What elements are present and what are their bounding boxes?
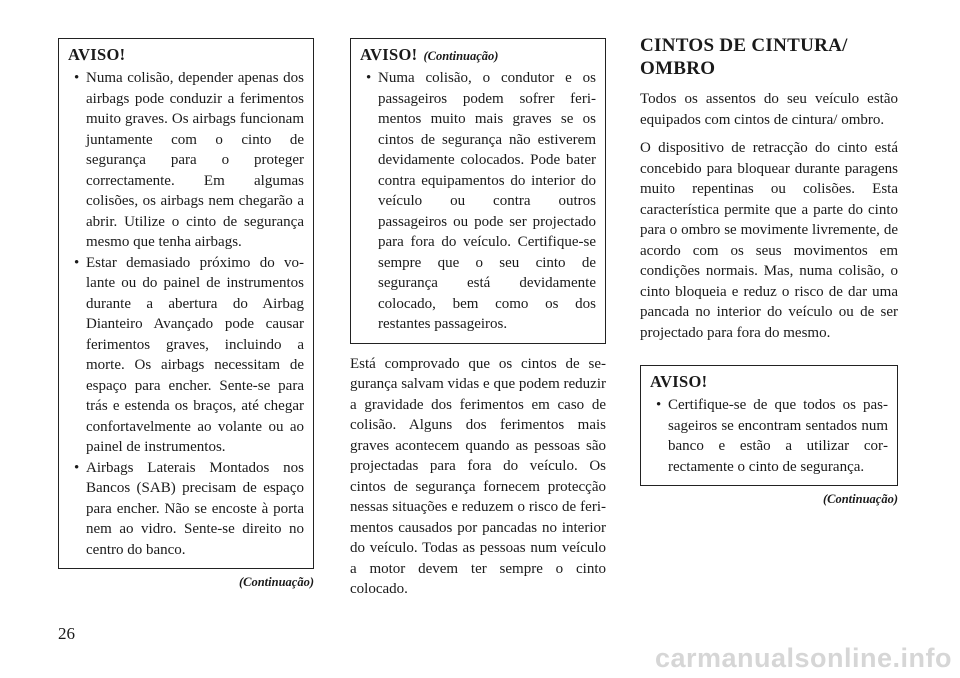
warning-item: • Airbags Laterais Montados nos Bancos (SAB) precisam de espaço para encher. Não se encoste à porta nem ao vidro. Sente-se direito no centro do banco. [74,459,304,558]
warning-box-airbags [58,38,314,569]
section-heading: CINTOS DE CINTURA/ OMBRO [640,35,848,79]
warning-item: • Certifique-se de que todos os passageiros se encontram sentados num banco e estão a utilizar correctamente o cinto de segurança. [656,397,888,475]
watermark-logo: carmanualsonline.info [654,643,952,673]
warning-list [360,68,596,335]
warning-list [68,68,304,560]
column-left [58,38,314,590]
warning-box-passengers [640,365,898,486]
warning-title: AVISO! [650,372,708,391]
warning-item: • Numa colisão, o condutor e os passageiros podem sofrer ferimentos muito mais graves se os cintos de segurança não estiverem devidamente colocados. Pode bater contra equipamentos do interior do veículo ou contra outros passageiros ou pode ser projectado para fora do veículo. Certifique-se sempre que o seu cinto de segurança está devidamente colocado, bem como os dos restantes passageiros. [366,70,596,332]
warning-box-seatbelts-continued [350,38,606,344]
warning-continued-label: (Continuação) [423,49,499,63]
warning-list [650,395,888,477]
continued-note: (Continuação) [822,492,898,506]
warning-item: • Estar demasiado próximo do volante ou do painel de instrumentos durante a abertura do Airbag Dianteiro Avançado pode causar ferimentos graves, incluindo a morte. Os airbags necessitam de espaço para encher. Sente-se para trás e estenda os braços, até chegar confortavelmente ao volante ou ao painel de instrumentos. [74,254,304,455]
warning-title: AVISO! (Continuação) [360,45,499,64]
body-paragraph: Está comprovado que os cintos de segurança salvam vidas e que podem reduzir a gravidade dos ferimentos em caso de colisão. Alguns dos ferimentos mais graves acontecem quando as pessoas são projectadas para fora do veículo. Os cintos de segurança fornecem protecção nessas situações e reduzem o risco de ferimentos causados por pancadas no interior do veículo. Todas as pessoas num veículo a motor devem ter sempre o cinto colocado. [350,355,606,597]
body-paragraph: Todos os assentos do seu veículo estão equipados com cintos de cintura/ ombro. [640,91,898,128]
warning-item: • Numa colisão, depender apenas dos airbags pode conduzir a ferimentos muito graves. Os airbags funcionam juntamente com o cinto de segurança para o proteger correctamente. Em algumas colisões, os airbags nem chegarão a abrir. Utilize o cinto de segurança mesmo que tenha airbags. [74,70,304,250]
body-paragraph: O dispositivo de retracção do cinto está concebido para bloquear durante paragens muito repentinas ou colisões. Esta característica permite que a parte do cinto para o ombro se movimente livremente, de acordo com os seus movimentos em condições normais. Mas, numa colisão, o cinto bloqueia e reduz o risco de dar uma pancada no interior do veículo ou de ser projectado para fora do mesmo. [640,140,898,341]
continued-note: (Continuação) [238,575,314,589]
warning-title: AVISO! [68,45,126,64]
page-number: 26 [58,624,75,643]
column-right [640,34,898,507]
column-middle [350,38,606,608]
